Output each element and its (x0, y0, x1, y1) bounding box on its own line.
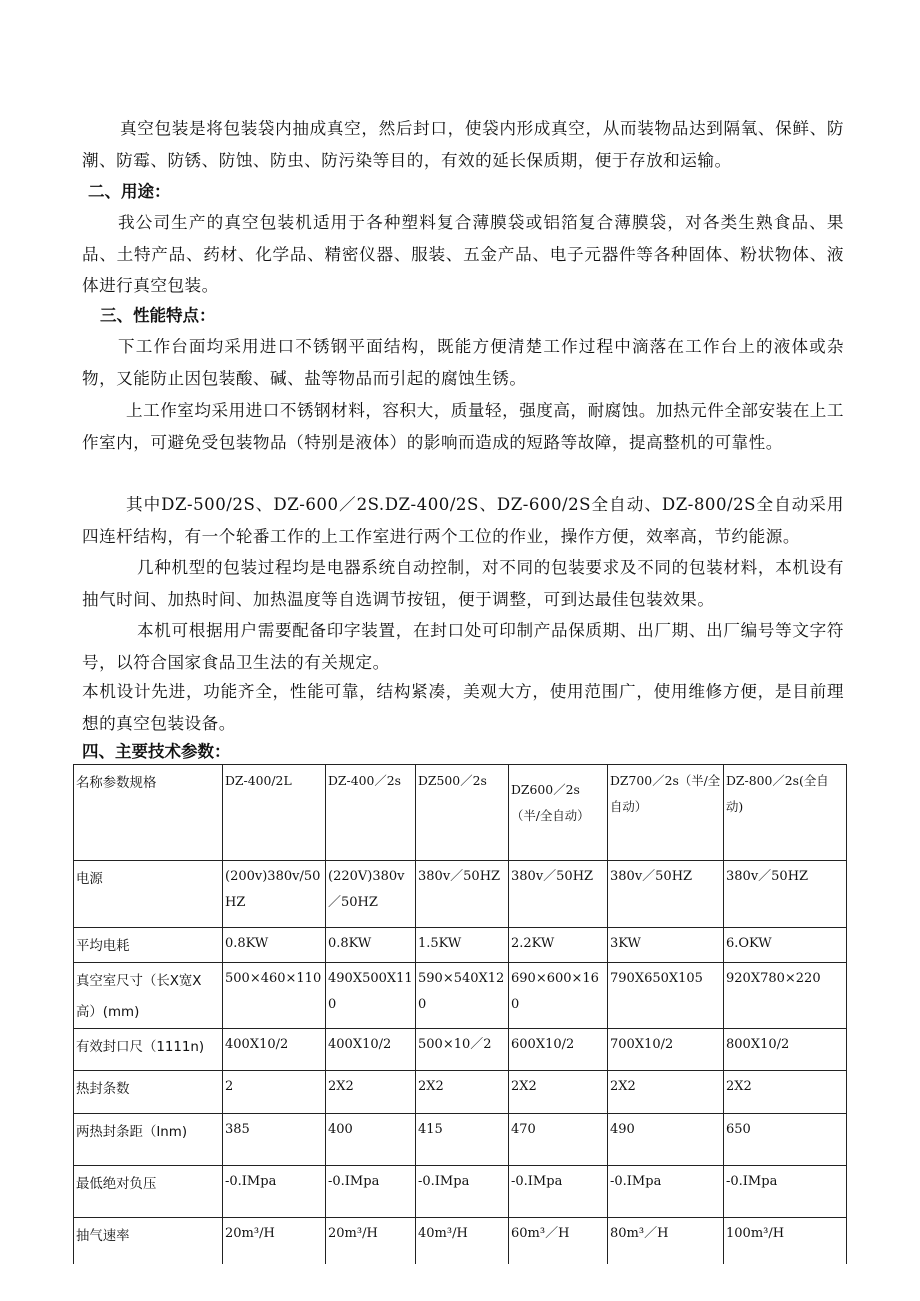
table-cell: 2X2 (326, 1071, 416, 1114)
table-cell: -0.IMpa (223, 1166, 326, 1218)
table-cell: 490X500X110 (326, 963, 416, 1029)
table-cell: 2X2 (608, 1071, 724, 1114)
table-cell: 20m³/H (223, 1218, 326, 1264)
table-cell: 790X650X105 (608, 963, 724, 1029)
usage-heading: 二、用途： (88, 182, 171, 201)
table-row (74, 1029, 847, 1071)
table-cell: 80m³／H (608, 1218, 724, 1264)
table-cell: 500×10／2 (416, 1029, 509, 1071)
table-cell: -0.IMpa (509, 1166, 608, 1218)
header-model-cell: DZ-800／2s(全自动) (724, 765, 847, 861)
table-row (74, 928, 847, 963)
table-cell: 490 (608, 1114, 724, 1166)
table-cell: 380v／50HZ (724, 861, 847, 928)
row-label-cell: 两热封条距（Inm) (74, 1114, 223, 1166)
table-cell: 385 (223, 1114, 326, 1166)
table-cell: 650 (724, 1114, 847, 1166)
features-paragraph-3: 其中DZ-500/2S、DZ-600／2S.DZ-400/2S、DZ-600/2S全自动、DZ-800/2S全自动采用四连杆结构，有一个轮番工作的上工作室进行两个工位的作业，操作方便，效率高，节约能源。 (82, 495, 844, 546)
table-cell: 2X2 (416, 1071, 509, 1114)
table-cell: 1.5KW (416, 928, 509, 963)
features-paragraph-1: 下工作台面均采用进口不锈钢平面结构，既能方便清楚工作过程中滴落在工作台上的液体或杂物，又能防止因包装酸、碱、盐等物品而引起的腐蚀生锈。 (82, 337, 844, 388)
row-label-cell: 最低绝对负压 (74, 1166, 223, 1218)
header-model-cell: DZ500／2s (416, 765, 509, 861)
table-cell: 415 (416, 1114, 509, 1166)
header-model-cell: DZ-400／2s (326, 765, 416, 861)
table-row (74, 1218, 847, 1264)
table-row (74, 1166, 847, 1218)
table-cell: 400X10/2 (326, 1029, 416, 1071)
table-cell: 700X10/2 (608, 1029, 724, 1071)
table-cell: 470 (509, 1114, 608, 1166)
table-cell: 40m³/H (416, 1218, 509, 1264)
row-label-cell: 有效封口尺（1111n) (74, 1029, 223, 1071)
table-cell: 380v／50HZ (608, 861, 724, 928)
row-label-cell: 电源 (74, 861, 223, 928)
table-cell: 100m³/H (724, 1218, 847, 1264)
row-label-cell: 平均电耗 (74, 928, 223, 963)
specs-heading: 四、主要技术参数： (82, 742, 231, 761)
header-model-cell: DZ-400/2L (223, 765, 326, 861)
table-cell: 3KW (608, 928, 724, 963)
table-cell: 500×460×110 (223, 963, 326, 1029)
table-cell: 20m³/H (326, 1218, 416, 1264)
table-cell: 0.8KW (223, 928, 326, 963)
table-cell: 690×600×160 (509, 963, 608, 1029)
row-label-cell: 热封条数 (74, 1071, 223, 1114)
table-cell: 600X10/2 (509, 1029, 608, 1071)
table-row (74, 963, 847, 1029)
features-paragraph-4: 几种机型的包装过程均是电器系统自动控制，对不同的包装要求及不同的包装材料，本机设有抽气时间、加热时间、加热温度等自选调节按钮，便于调整，可到达最佳包装效果。 (82, 558, 844, 609)
features-heading: 三、性能特点： (100, 306, 216, 325)
features-paragraph-5: 本机可根据用户需要配备印字装置，在封口处可印制产品保质期、出厂期、出厂编号等文字符号，以符合国家食品卫生法的有关规定。 (82, 621, 844, 672)
table-cell: 2 (223, 1071, 326, 1114)
row-label-cell: 真空室尺寸（长X宽X高）(mm) (74, 963, 223, 1029)
table-cell: 380v／50HZ (416, 861, 509, 928)
table-cell: 380v／50HZ (509, 861, 608, 928)
table-row (74, 1071, 847, 1114)
table-cell: 2X2 (509, 1071, 608, 1114)
table-cell: -0.IMpa (326, 1166, 416, 1218)
table-cell: 2.2KW (509, 928, 608, 963)
table-cell: 590×540X120 (416, 963, 509, 1029)
table-cell: -0.IMpa (608, 1166, 724, 1218)
table-row (74, 861, 847, 928)
table-cell: 60m³／H (509, 1218, 608, 1264)
table-cell: 400 (326, 1114, 416, 1166)
table-cell: -0.IMpa (724, 1166, 847, 1218)
header-model-cell: DZ700／2s（半/全自动） (608, 765, 724, 861)
table-cell: 0.8KW (326, 928, 416, 963)
table-cell: 920X780×220 (724, 963, 847, 1029)
usage-paragraph: 我公司生产的真空包装机适用于各种塑料复合薄膜袋或铝箔复合薄膜袋，对各类生熟食品、果品、土特产品、药材、化学品、精密仪器、服装、五金产品、电子元器件等各种固体、粉状物体、液体进行真空包装。 (82, 213, 844, 295)
header-label-cell: 名称参数规格 (74, 765, 223, 861)
table-cell: 400X10/2 (223, 1029, 326, 1071)
features-paragraph-2: 上工作室均采用进口不锈钢材料，容积大，质量轻，强度高，耐腐蚀。加热元件全部安装在上工作室内，可避免受包装物品（特别是液体）的影响而造成的短路等故障，提高整机的可靠性。 (82, 401, 844, 452)
table-row (74, 1114, 847, 1166)
table-cell: (200v)380v/50HZ (223, 861, 326, 928)
table-cell: 2X2 (724, 1071, 847, 1114)
header-model-cell: DZ600／2s（半/全自动） (509, 765, 608, 861)
table-cell: (220V)380v／50HZ (326, 861, 416, 928)
table-cell: -0.IMpa (416, 1166, 509, 1218)
table-cell: 800X10/2 (724, 1029, 847, 1071)
row-label-cell: 抽气速率 (74, 1218, 223, 1264)
features-paragraph-6: 本机设计先进，功能齐全，性能可靠，结构紧凑，美观大方，使用范围广，使用维修方便，是目前理想的真空包装设备。 (82, 682, 844, 733)
table-header-row (74, 765, 847, 861)
spec-table (73, 764, 847, 1264)
intro-paragraph: 真空包装是将包装袋内抽成真空，然后封口，使袋内形成真空，从而装物品达到隔氧、保鲜、防潮、防霉、防锈、防蚀、防虫、防污染等目的，有效的延长保质期，便于存放和运输。 (82, 119, 844, 170)
table-cell: 6.OKW (724, 928, 847, 963)
